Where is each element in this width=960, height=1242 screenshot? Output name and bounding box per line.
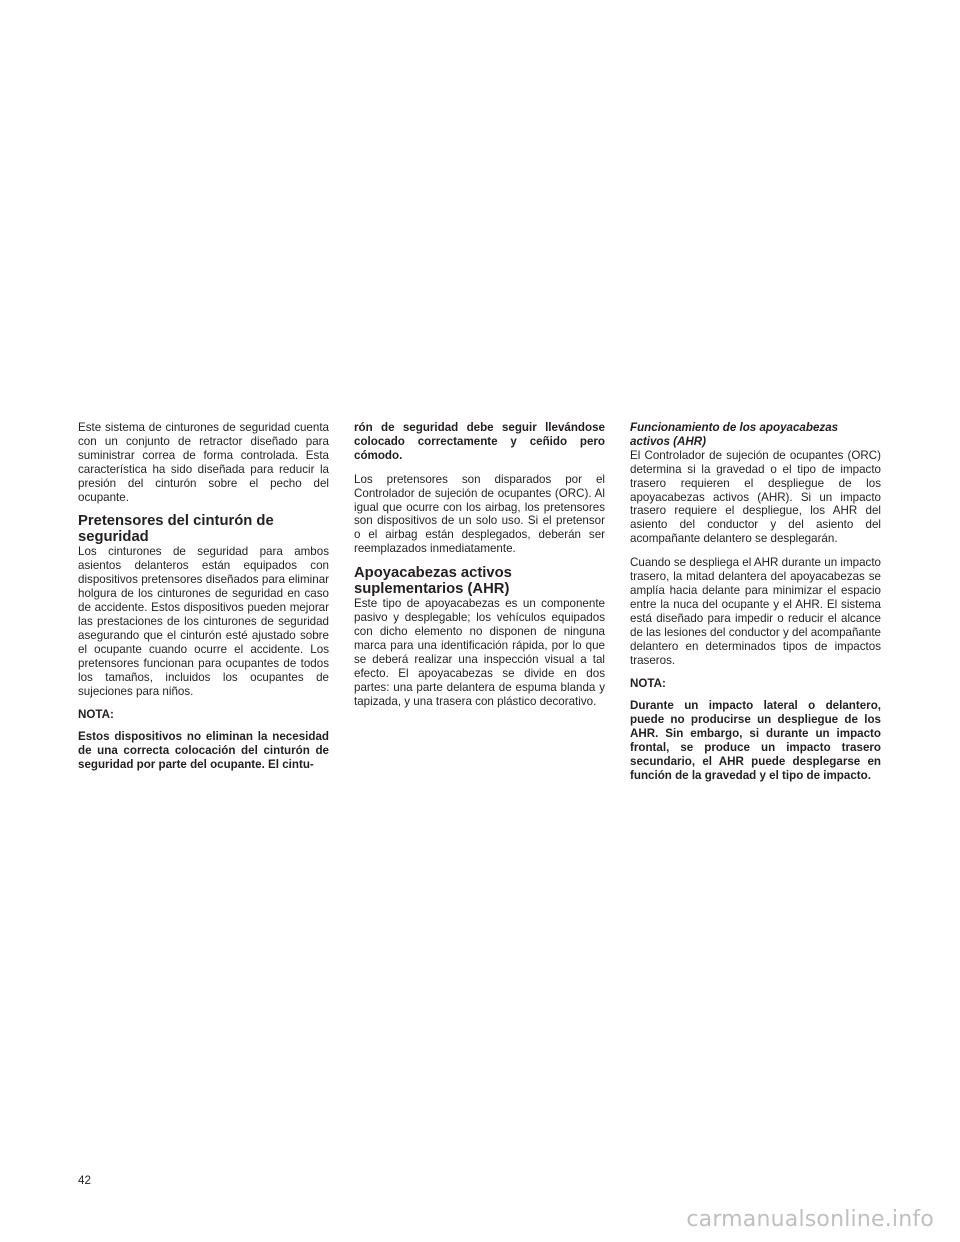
ahr-body: Este tipo de apoyacabezas es un componente pasivo y desplegable; los vehículos equipados con dicho elemento no disponen de ninguna marca para una identificación rápida, por lo que se deberá realizar una inspección visual a tal efecto. El apoyacabezas se divide en dos partes: una parte delantera de espuma blanda y tapizada, y una trasera con plástico decorativo. — [354, 597, 605, 708]
subheading-funcionamiento: Funcionamiento de los apoyacabezas activos (AHR) — [630, 421, 839, 448]
column-3 — [630, 421, 881, 793]
note-text-2: Durante un impacto lateral o delantero, puede no producirse un despliegue de los AHR. Sin embargo, si durante un impacto frontal, se produce un impacto trasero secundario, el AHR puede desplegarse en función de la gravedad y el tipo de impacto. — [630, 699, 881, 782]
section-heading-pretensores: Pretensores del cinturón de seguridad — [78, 513, 274, 545]
column-1 — [78, 421, 329, 782]
section-heading-ahr: Apoyacabezas activos suplementarios (AHR) — [354, 565, 512, 597]
note-label-2: NOTA: — [630, 677, 666, 691]
page-number: 42 — [78, 1174, 91, 1187]
intro-paragraph: Este sistema de cinturones de seguridad cuenta con un conjunto de retractor diseñado para suministrar correa de forma controlada. Esta característica ha sido diseñada para reducir la presión del cinturón sobre el pecho del ocupante. — [78, 421, 329, 504]
note-text-end: rón de seguridad debe seguir llevándose colocado correctamente y ceñido pero cómodo. — [354, 421, 605, 462]
column-2 — [354, 421, 605, 718]
funcionamiento-paragraph-1: El Controlador de sujeción de ocupantes (ORC) determina si la gravedad o el tipo de impacto trasero requieren el despliegue de los apoyacabezas activos (AHR). Si un impacto trasero requiere el despliegue, los AHR del asiento del conductor y del asiento del acompañante delantero se desplegarán. — [630, 448, 881, 546]
orc-paragraph: Los pretensores son disparados por el Controlador de sujeción de ocupantes (ORC). Al igual que ocurre con los airbag, los pretensores son dispositivos de un solo uso. Si el pretensor o el airbag están desplegados, deberán ser reemplazados inmediatamente. — [354, 472, 605, 556]
funcionamiento-paragraph-2: Cuando se despliega el AHR durante un impacto trasero, la mitad delantera del apoyacabezas se amplía hacia delante para minimizar el espacio entre la nuca del ocupante y el AHR. El sistema está diseñado para impedir o reducir el alcance de las lesiones del conductor y del acompañante delantero en determinados tipos de impactos traseros. — [630, 556, 881, 667]
pretensores-body: Los cinturones de seguridad para ambos asientos delanteros están equipados con dispositivos pretensores diseñados para eliminar holgura de los cinturones de seguridad en caso de accidente. Estos dispositivos pueden mejorar las prestaciones de los cinturones de seguridad asegurando que el cinturón esté ajustado sobre el ocupante cuando ocurre el accidente. Los pretensores funcionan para ocupantes de todos los tamaños, incluidos los ocupantes de sujeciones para niños. — [78, 545, 329, 698]
note-text-start: Estos dispositivos no eliminan la necesidad de una correcta colocación del cinturón de seguridad por parte del ocupante. El cintu- — [78, 730, 329, 772]
note-label: NOTA: — [78, 708, 114, 722]
watermark-text: carmanualsonline.info — [686, 1207, 934, 1232]
